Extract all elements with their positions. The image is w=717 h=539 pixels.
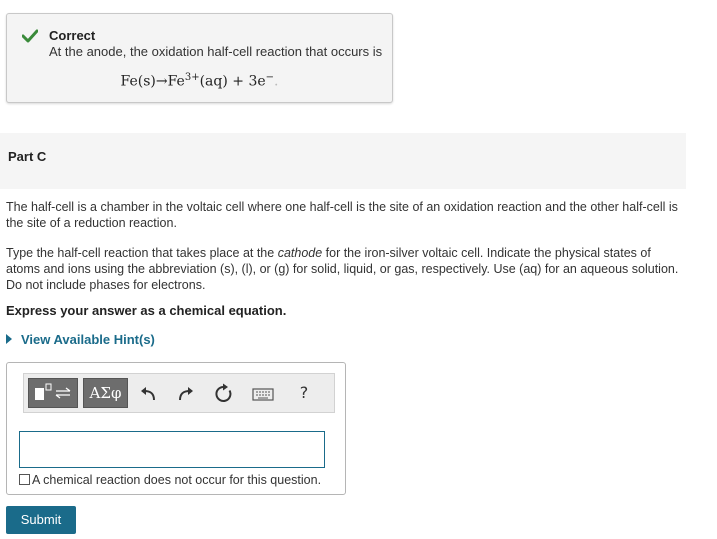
equation-reactant: Fe(s) [120, 73, 156, 90]
reset-icon[interactable] [213, 383, 235, 405]
hint-label: View Available Hint(s) [21, 332, 155, 347]
part-label: Part C [8, 149, 47, 164]
equation-period: . [274, 73, 279, 90]
equation-toolbar [23, 373, 335, 413]
no-reaction-checkbox[interactable] [19, 474, 30, 485]
equation-charge: 3+ [184, 72, 200, 83]
help-button[interactable]: ? [299, 383, 309, 402]
equation-arrow: → [155, 73, 168, 90]
anode-equation [7, 72, 392, 90]
answer-panel [6, 362, 346, 495]
p2-before: Type the half-cell reaction that takes place at the [6, 246, 278, 260]
no-reaction-label: A chemical reaction does not occur for this question. [32, 473, 322, 487]
feedback-title: Correct [49, 28, 96, 43]
checkmark-icon [22, 29, 38, 43]
keyboard-icon[interactable] [251, 383, 275, 405]
question-paragraph-1: The half-cell is a chamber in the voltaic cell where one half-cell is the site of an oxidation reaction and the other half-cell is the site of a reduction reaction. [6, 200, 678, 230]
no-reaction-option[interactable] [19, 473, 321, 487]
caret-right-icon [6, 334, 12, 344]
submit-button[interactable]: Submit [6, 506, 76, 534]
undo-icon[interactable] [138, 383, 160, 405]
greek-symbols-button[interactable]: ΑΣφ [83, 378, 128, 408]
view-hints-link[interactable] [6, 332, 155, 347]
equation-product: Fe [167, 73, 185, 90]
part-header [0, 133, 686, 189]
electron-charge: − [265, 72, 275, 83]
template-button[interactable] [28, 378, 78, 408]
answer-instruction: Express your answer as a chemical equation. [6, 303, 287, 318]
equation-phase: (aq) + 3e [199, 73, 266, 90]
answer-input[interactable] [19, 431, 325, 468]
p2-emphasis: cathode [277, 246, 323, 260]
question-paragraph-2 [6, 245, 686, 293]
p2-after: for the iron-silver voltaic cell. Indicate the physical states of atoms and ions using the abbreviation (s), (l), or (g) for solid, liquid, or gas, respectively. Use (aq) for an aqueous solution. Do not include phases for electrons. [6, 246, 679, 292]
template-icon [29, 379, 77, 407]
feedback-text: At the anode, the oxidation half-cell reaction that occurs is [49, 44, 383, 59]
feedback-card [6, 13, 393, 103]
redo-icon[interactable] [174, 383, 196, 405]
